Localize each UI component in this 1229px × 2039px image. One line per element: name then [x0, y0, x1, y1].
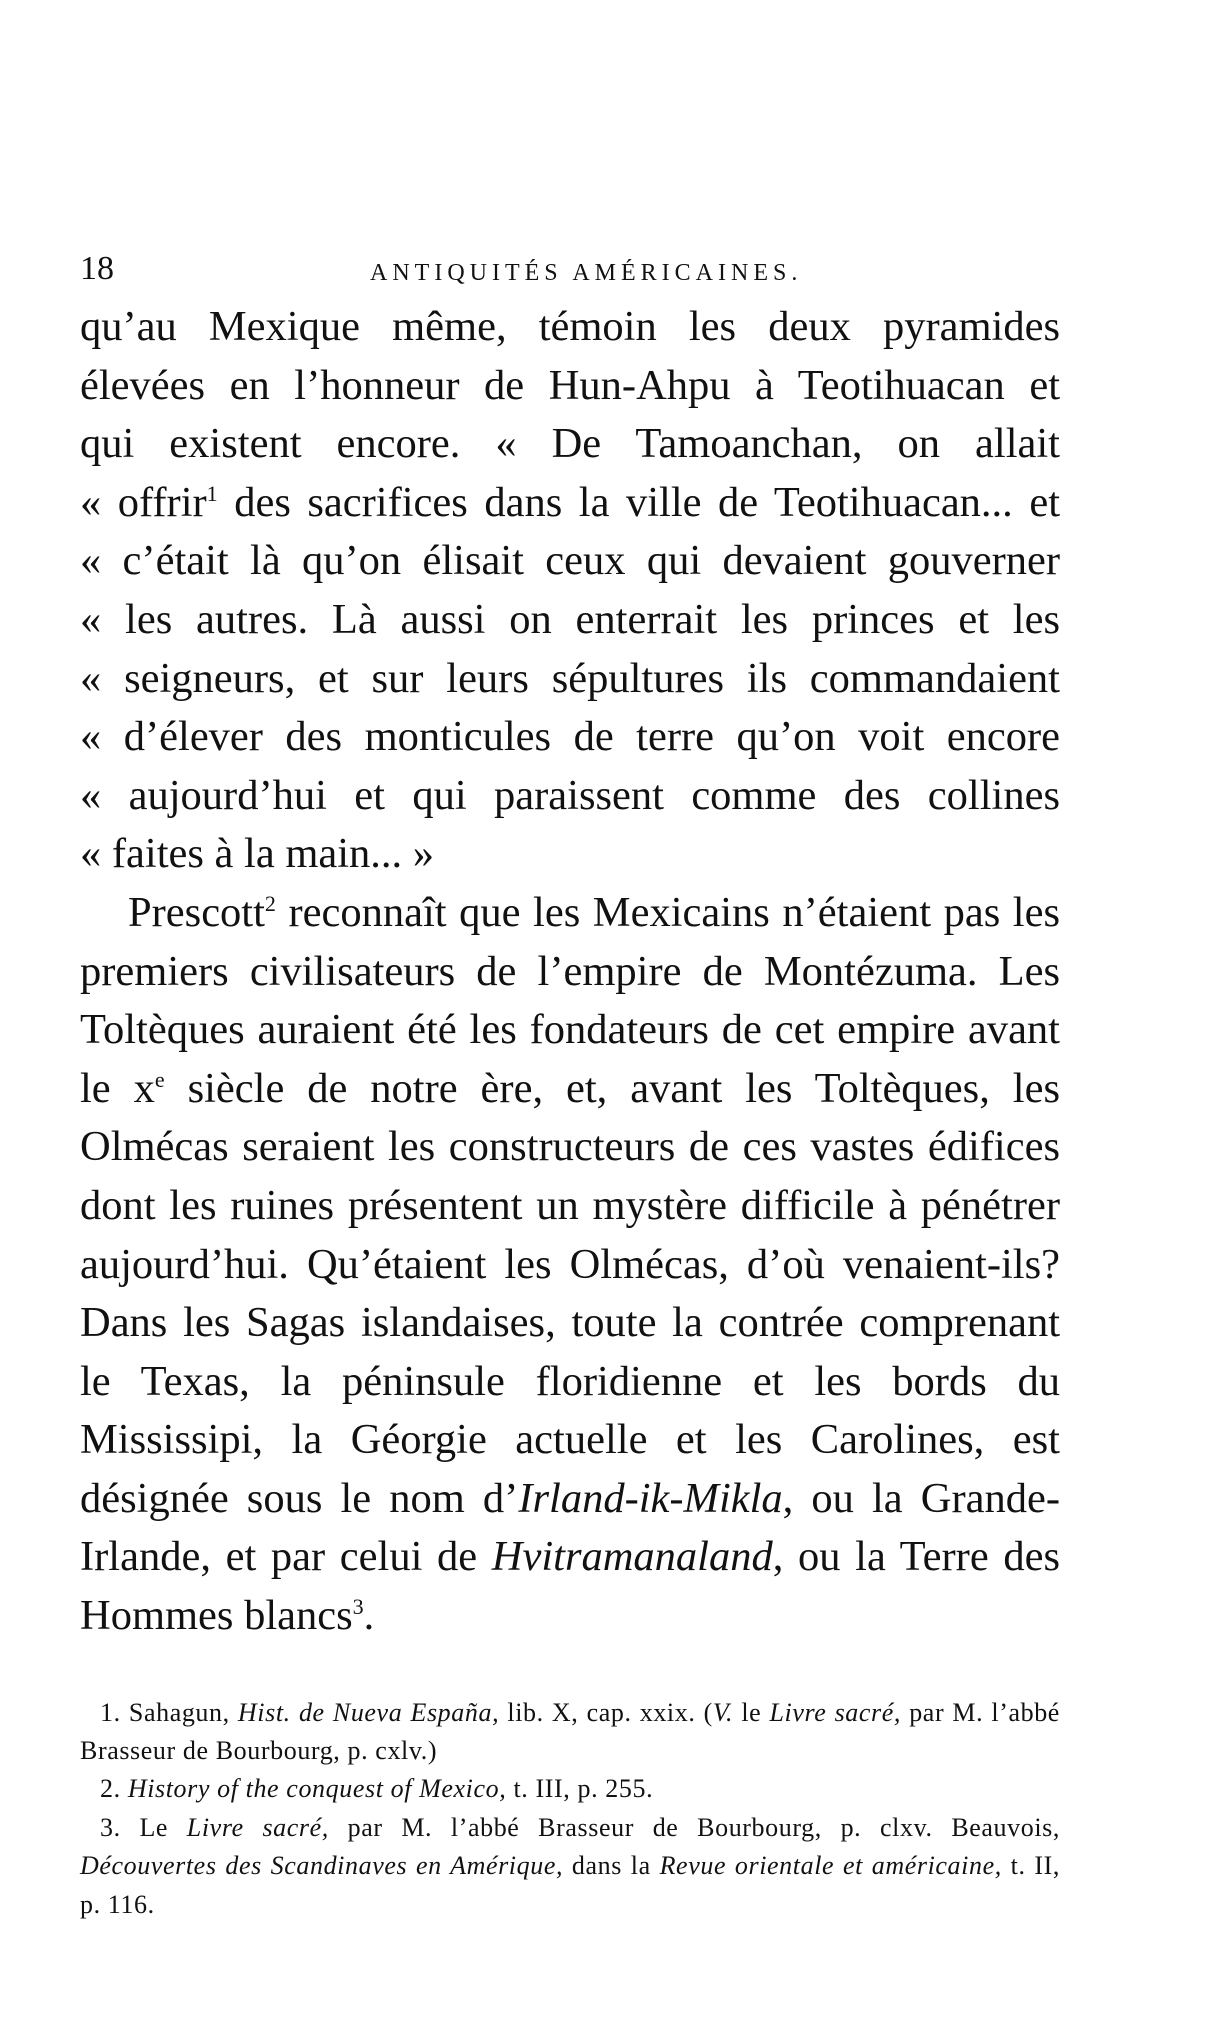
note-text: le — [741, 1697, 762, 1727]
note-text: Sahagun, — [128, 1697, 230, 1727]
italic-term: Hvitramanaland — [491, 1533, 773, 1581]
century-superscript: e — [154, 1066, 165, 1092]
text-fragment: reconnaît que les Mexicains n’étaient pas les premiers civilisateurs de l’empire de Montézuma. Les Toltèques auraient été les fondateurs de cet empire avant le x — [80, 888, 1060, 1112]
book-page — [80, 250, 1060, 1924]
note-italic: V. — [712, 1697, 734, 1727]
text-line: élevées en l’honneur de Hun-Ahpu à Teotihuacan et — [80, 361, 1060, 409]
text-fragment: , ou la Grande-Irlande, et par celui de — [80, 1474, 1060, 1581]
text-fragment: Prescott — [128, 888, 265, 936]
text-fragment: . — [363, 1592, 375, 1640]
note-text: Le — [139, 1812, 169, 1842]
quotation-paragraph — [80, 298, 1060, 884]
body-text — [80, 298, 1060, 1646]
note-italic: Découvertes des Scandinaves en Amérique, — [80, 1851, 564, 1881]
text-line: « c’était là qu’on élisait ceux qui devaient gouverner — [80, 537, 1060, 585]
note-italic: Revue orientale et américaine, — [659, 1851, 1002, 1881]
note-text: t. II, p. 116. — [80, 1851, 1061, 1919]
page-number: 18 — [80, 250, 114, 287]
note-text: dans la — [571, 1851, 651, 1881]
note-italic: Livre sacré, — [186, 1812, 329, 1842]
note-italic: History of the conquest of Mexico, — [127, 1774, 507, 1804]
text-line: qui existent encore. « De Tamoanchan, on allait — [80, 420, 1060, 468]
footnote-number: 2. — [100, 1774, 121, 1804]
text-line: « d’élever des monticules de terre qu’on voit encore — [80, 713, 1060, 761]
footnote-3 — [80, 1809, 1060, 1924]
footnotes — [80, 1694, 1060, 1924]
note-italic: Livre sacré, — [769, 1697, 902, 1727]
italic-term: Irland-ik-Mikla — [518, 1474, 783, 1522]
text-fragment: « offrir — [80, 478, 207, 526]
footnote-number: 1. — [100, 1697, 121, 1727]
running-title: ANTIQUITÉS AMÉRICAINES. — [370, 260, 803, 286]
text-line: « aujourd’hui et qui paraissent comme des collines — [80, 771, 1060, 819]
note-text: t. III, p. 255. — [513, 1774, 654, 1804]
note-italic: Hist. de Nueva España, — [237, 1697, 500, 1727]
text-fragment: , ou la Terre des Hommes blancs — [80, 1533, 1060, 1640]
text-line — [80, 474, 1060, 533]
footnote-2 — [80, 1770, 1060, 1808]
footnote-ref-2: 2 — [264, 890, 276, 916]
prescott-paragraph — [80, 884, 1060, 1646]
footnote-ref-3: 3 — [352, 1593, 364, 1619]
text-line: qu’au Mexique même, témoin les deux pyramides — [80, 303, 1060, 350]
text-line: « les autres. Là aussi on enterrait les princes et les — [80, 595, 1060, 643]
text-line: « faites à la main... » — [80, 830, 435, 878]
footnote-number: 3. — [100, 1812, 121, 1842]
note-text: lib. X, cap. xxix. ( — [507, 1697, 713, 1727]
text-fragment: siècle de notre ère, et, avant les Toltèques, les Olmécas seraient les constructeurs de ces vastes édifices dont les ruines présentent un mystère difficile à pénétrer aujourd’hui. Qu’étaient les Olmécas, d’où venaient-ils? Dans les Sagas islandaises, toute la contrée comprenant le Texas, la péninsule floridienne et les bords du Mississipi, la Géorgie actuelle et les Carolines, est désignée sous le nom d’ — [80, 1064, 1060, 1522]
text-fragment: des sacrifices dans la ville de Teotihuacan... et — [234, 478, 1060, 526]
text-line: « seigneurs, et sur leurs sépultures ils commandaient — [80, 654, 1060, 702]
note-text: par M. l’abbé Brasseur de Bourbourg, p. clxv. Beauvois, — [347, 1812, 1060, 1842]
footnote-1 — [80, 1694, 1060, 1771]
note-text: par M. l’abbé Brasseur de Bourbourg, p. cxlv.) — [80, 1697, 1060, 1766]
page-header — [80, 250, 1060, 296]
footnote-ref-1: 1 — [206, 480, 218, 506]
